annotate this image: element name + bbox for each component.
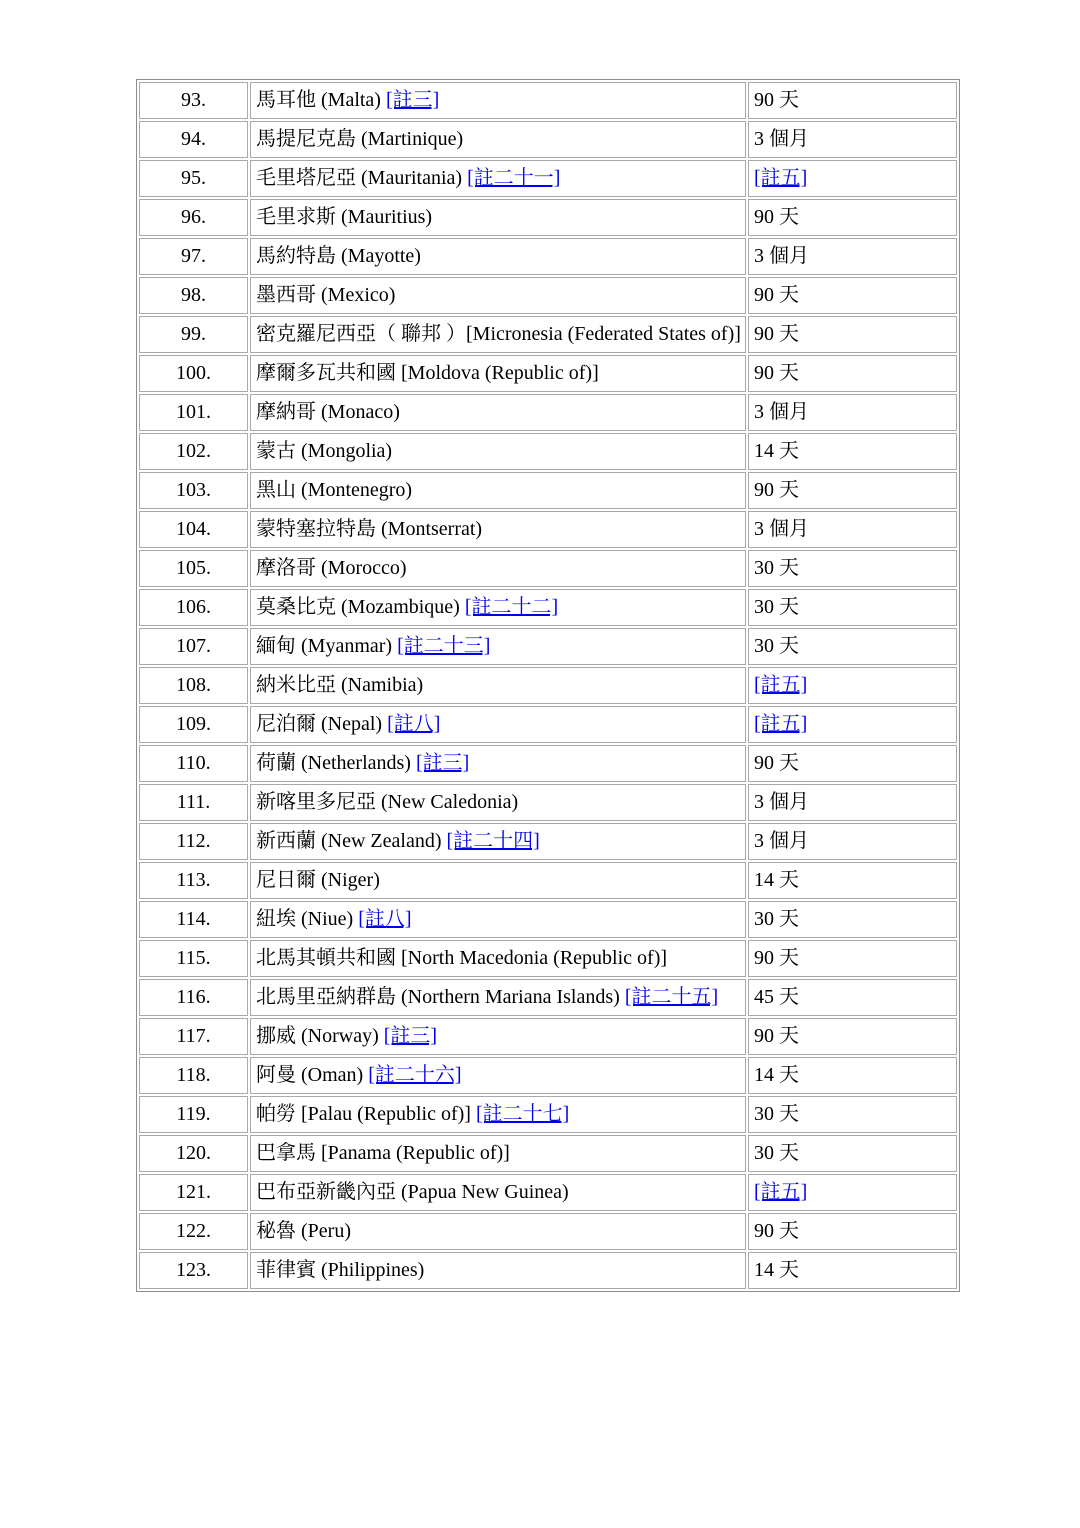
table-row (139, 589, 957, 626)
country-note-link[interactable]: [註三] (385, 89, 440, 111)
country-name: 荷蘭 (Netherlands) (256, 752, 411, 774)
duration-value: 45 天 (754, 986, 799, 1008)
country-name: 毛里求斯 (Mauritius) (256, 206, 433, 228)
country-cell (250, 745, 746, 782)
duration-value: 90 天 (754, 362, 799, 384)
duration-value: 90 天 (754, 206, 799, 228)
country-note-link[interactable]: [註二十三] (397, 635, 491, 657)
country-name: 摩爾多瓦共和國 [Moldova (Republic of)] (256, 362, 599, 384)
duration-cell (748, 1057, 957, 1094)
country-cell (250, 979, 746, 1016)
country-name: 摩納哥 (Monaco) (256, 401, 400, 423)
duration-cell (748, 901, 957, 938)
row-number: 116. (139, 979, 248, 1016)
duration-value: 3 個月 (754, 791, 809, 813)
country-cell (250, 940, 746, 977)
visa-free-access-table (136, 79, 960, 1292)
row-number: 121. (139, 1174, 248, 1211)
country-name: 密克羅尼西亞（ 聯邦 ）[Micronesia (Federated States of)] (256, 323, 741, 345)
duration-cell (748, 355, 957, 392)
country-cell (250, 1213, 746, 1250)
country-name: 北馬里亞納群島 (Northern Mariana Islands) (256, 986, 620, 1008)
row-number: 100. (139, 355, 248, 392)
country-note-link[interactable]: [註二十二] (464, 596, 559, 618)
country-name: 摩洛哥 (Morocco) (256, 557, 407, 579)
country-cell (250, 277, 746, 314)
duration-value: 14 天 (754, 1259, 799, 1281)
row-number: 108. (139, 667, 248, 704)
country-name: 尼日爾 (Niger) (256, 869, 380, 891)
duration-cell (748, 706, 957, 743)
country-name: 莫桑比克 (Mozambique) (256, 596, 460, 618)
duration-value: 30 天 (754, 557, 799, 579)
country-name: 北馬其頓共和國 [North Macedonia (Republic of)] (256, 947, 668, 969)
table-row (139, 628, 957, 665)
country-name: 蒙古 (Mongolia) (256, 440, 393, 462)
country-note-link[interactable]: [註二十一] (467, 167, 561, 189)
row-number: 103. (139, 472, 248, 509)
table-row (139, 823, 957, 860)
country-note-link[interactable]: [註二十五] (624, 986, 719, 1008)
row-number: 104. (139, 511, 248, 548)
table-row (139, 862, 957, 899)
country-cell (250, 628, 746, 665)
country-cell (250, 823, 746, 860)
row-number: 113. (139, 862, 248, 899)
duration-cell (748, 667, 957, 704)
table-row (139, 160, 957, 197)
duration-cell (748, 862, 957, 899)
duration-value: 14 天 (754, 1064, 799, 1086)
duration-note-link[interactable]: [註五] (754, 713, 808, 735)
duration-note-link[interactable]: [註五] (754, 167, 808, 189)
country-name: 墨西哥 (Mexico) (256, 284, 396, 306)
table-row (139, 940, 957, 977)
country-cell (250, 706, 746, 743)
duration-cell (748, 823, 957, 860)
row-number: 95. (139, 160, 248, 197)
duration-cell (748, 511, 957, 548)
duration-value: 90 天 (754, 479, 799, 501)
row-number: 123. (139, 1252, 248, 1289)
row-number: 101. (139, 394, 248, 431)
duration-cell (748, 550, 957, 587)
country-cell (250, 1174, 746, 1211)
duration-value: 30 天 (754, 635, 799, 657)
duration-note-link[interactable]: [註五] (754, 674, 808, 696)
table-row (139, 121, 957, 158)
row-number: 96. (139, 199, 248, 236)
table-row (139, 511, 957, 548)
duration-cell (748, 433, 957, 470)
duration-value: 90 天 (754, 284, 799, 306)
country-cell (250, 1096, 746, 1133)
duration-cell (748, 82, 957, 119)
row-number: 102. (139, 433, 248, 470)
duration-value: 90 天 (754, 323, 799, 345)
duration-cell (748, 277, 957, 314)
duration-cell (748, 199, 957, 236)
country-name: 巴布亞新畿內亞 (Papua New Guinea) (256, 1181, 569, 1203)
duration-cell (748, 1174, 957, 1211)
country-name: 阿曼 (Oman) (256, 1064, 364, 1086)
row-number: 120. (139, 1135, 248, 1172)
duration-cell (748, 745, 957, 782)
table-row (139, 1135, 957, 1172)
row-number: 119. (139, 1096, 248, 1133)
duration-value: 3 個月 (754, 245, 809, 267)
country-name: 秘魯 (Peru) (256, 1220, 351, 1242)
country-name: 新西蘭 (New Zealand) (256, 830, 442, 852)
duration-value: 14 天 (754, 440, 799, 462)
duration-cell (748, 394, 957, 431)
duration-value: 3 個月 (754, 128, 809, 150)
country-name: 馬約特島 (Mayotte) (256, 245, 421, 267)
duration-cell (748, 979, 957, 1016)
table-row (139, 1018, 957, 1055)
country-cell (250, 394, 746, 431)
country-name: 黑山 (Montenegro) (256, 479, 413, 501)
duration-cell (748, 1135, 957, 1172)
duration-value: 90 天 (754, 947, 799, 969)
table-row (139, 979, 957, 1016)
country-note-link[interactable]: [註二十四] (446, 830, 540, 852)
country-cell (250, 472, 746, 509)
country-cell (250, 1135, 746, 1172)
duration-cell (748, 121, 957, 158)
duration-value: 14 天 (754, 869, 799, 891)
table-row (139, 550, 957, 587)
row-number: 117. (139, 1018, 248, 1055)
table-row (139, 472, 957, 509)
duration-value: 3 個月 (754, 401, 809, 423)
country-note-link[interactable]: [註八] (358, 908, 412, 930)
country-note-link[interactable]: [註三] (383, 1025, 438, 1047)
table-row (139, 277, 957, 314)
country-cell (250, 355, 746, 392)
country-name: 納米比亞 (Namibia) (256, 674, 424, 696)
country-name: 尼泊爾 (Nepal) (256, 713, 383, 735)
table-row (139, 1174, 957, 1211)
row-number: 109. (139, 706, 248, 743)
country-cell (250, 160, 746, 197)
table-row (139, 82, 957, 119)
duration-value: 90 天 (754, 89, 799, 111)
country-cell (250, 238, 746, 275)
table-row (139, 316, 957, 353)
country-name: 帕勞 [Palau (Republic of)] (256, 1103, 471, 1125)
country-cell (250, 511, 746, 548)
country-cell (250, 589, 746, 626)
duration-value: 30 天 (754, 596, 799, 618)
table-row (139, 433, 957, 470)
table-row (139, 784, 957, 821)
country-cell (250, 121, 746, 158)
country-cell (250, 82, 746, 119)
row-number: 118. (139, 1057, 248, 1094)
table-row (139, 238, 957, 275)
country-cell (250, 1252, 746, 1289)
duration-cell (748, 238, 957, 275)
table-body (139, 82, 957, 1289)
duration-value: 90 天 (754, 1025, 799, 1047)
table-row (139, 901, 957, 938)
table-row (139, 355, 957, 392)
country-note-link[interactable]: [註八] (387, 713, 441, 735)
row-number: 94. (139, 121, 248, 158)
country-cell (250, 1018, 746, 1055)
row-number: 98. (139, 277, 248, 314)
duration-cell (748, 316, 957, 353)
row-number: 107. (139, 628, 248, 665)
country-name: 馬提尼克島 (Martinique) (256, 128, 464, 150)
country-cell (250, 433, 746, 470)
country-note-link[interactable]: [註二十六] (368, 1064, 462, 1086)
duration-value: 3 個月 (754, 518, 809, 540)
table-row (139, 394, 957, 431)
duration-value: 30 天 (754, 1103, 799, 1125)
row-number: 122. (139, 1213, 248, 1250)
table-row (139, 667, 957, 704)
country-name: 巴拿馬 [Panama (Republic of)] (256, 1142, 510, 1164)
table-row (139, 1057, 957, 1094)
duration-value: 30 天 (754, 1142, 799, 1164)
row-number: 105. (139, 550, 248, 587)
row-number: 110. (139, 745, 248, 782)
duration-value: 90 天 (754, 752, 799, 774)
duration-cell (748, 1213, 957, 1250)
country-name: 毛里塔尼亞 (Mauritania) (256, 167, 463, 189)
country-cell (250, 199, 746, 236)
country-name: 緬甸 (Myanmar) (256, 635, 393, 657)
country-name: 挪威 (Norway) (256, 1025, 379, 1047)
country-name: 紐埃 (Niue) (256, 908, 354, 930)
duration-value: 90 天 (754, 1220, 799, 1242)
duration-cell (748, 472, 957, 509)
duration-value: 3 個月 (754, 830, 809, 852)
country-cell (250, 862, 746, 899)
table-row (139, 1213, 957, 1250)
row-number: 97. (139, 238, 248, 275)
country-name: 蒙特塞拉特島 (Montserrat) (256, 518, 483, 540)
country-name: 新喀里多尼亞 (New Caledonia) (256, 791, 519, 813)
table-row (139, 745, 957, 782)
duration-cell (748, 1096, 957, 1133)
country-cell (250, 316, 746, 353)
table-row (139, 199, 957, 236)
row-number: 115. (139, 940, 248, 977)
country-note-link[interactable]: [註二十七] (475, 1103, 570, 1125)
duration-cell (748, 1252, 957, 1289)
row-number: 114. (139, 901, 248, 938)
table-row (139, 1252, 957, 1289)
country-cell (250, 901, 746, 938)
table-row (139, 706, 957, 743)
table-row (139, 1096, 957, 1133)
country-note-link[interactable]: [註三] (415, 752, 470, 774)
row-number: 93. (139, 82, 248, 119)
row-number: 106. (139, 589, 248, 626)
country-cell (250, 784, 746, 821)
duration-cell (748, 784, 957, 821)
duration-cell (748, 589, 957, 626)
country-cell (250, 550, 746, 587)
duration-value: 30 天 (754, 908, 799, 930)
country-cell (250, 1057, 746, 1094)
country-name: 馬耳他 (Malta) (256, 89, 381, 111)
row-number: 99. (139, 316, 248, 353)
country-name: 菲律賓 (Philippines) (256, 1259, 425, 1281)
country-cell (250, 667, 746, 704)
duration-cell (748, 940, 957, 977)
duration-note-link[interactable]: [註五] (754, 1181, 808, 1203)
duration-cell (748, 1018, 957, 1055)
row-number: 112. (139, 823, 248, 860)
duration-cell (748, 160, 957, 197)
row-number: 111. (139, 784, 248, 821)
duration-cell (748, 628, 957, 665)
